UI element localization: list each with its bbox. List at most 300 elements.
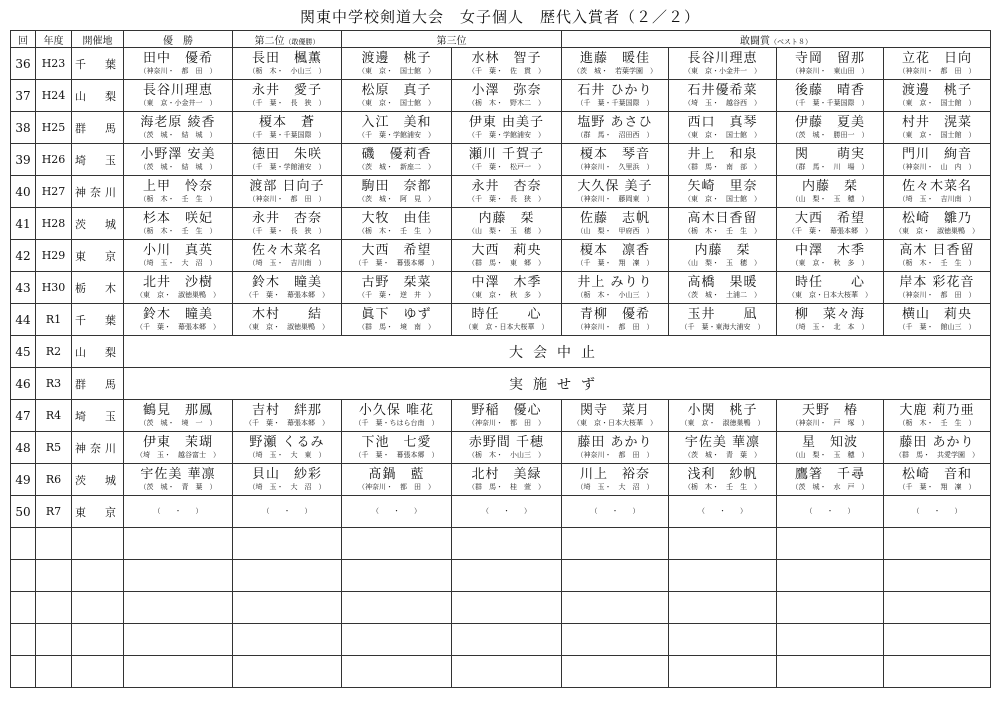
awardee-cell (884, 48, 991, 80)
awardee-affiliation: （栃 木・ 壬 生 ） (898, 419, 976, 427)
empty-cell (777, 656, 884, 688)
table-row (11, 432, 991, 464)
awardee-cell (562, 208, 669, 240)
venue-cell: 千 葉 (72, 48, 124, 80)
round-cell: 48 (11, 432, 36, 464)
awardee-cell (342, 464, 452, 496)
awardee-name: 永井 杏奈 (251, 211, 322, 226)
awardee-name: 小野澤 安美 (140, 147, 216, 162)
awardee-cell (562, 400, 669, 432)
awardee-affiliation: （栃 木・ 小山三 ） (468, 451, 545, 459)
awardee-affiliation: （千 葉・ 幕張本郷 ） (354, 259, 439, 267)
awardee-name: 渡邊 桃子 (901, 83, 972, 98)
table-row (11, 464, 991, 496)
awardee-cell (669, 80, 777, 112)
awardee-cell (669, 400, 777, 432)
awardee-name: 駒田 奈都 (361, 179, 432, 194)
awardee-name: 大牧 由佳 (361, 211, 432, 226)
table-row (11, 304, 991, 336)
awardee-affiliation: （千 葉・ 長 狭 ） (248, 227, 326, 235)
awardee-affiliation: （千 葉・ 幕張本郷 ） (788, 227, 872, 235)
venue-cell: 茨 城 (72, 208, 124, 240)
header-num: 回 (11, 31, 36, 48)
awardee-name: 川上 裕奈 (579, 467, 650, 482)
awardee-cell (233, 432, 342, 464)
empty-cell (884, 528, 991, 560)
awardee-name: 北村 美緑 (471, 467, 542, 482)
awardee-cell (124, 400, 233, 432)
empty-cell (884, 656, 991, 688)
empty-cell (669, 560, 777, 592)
awardee-cell (562, 240, 669, 272)
awardee-affiliation: （茨 城・ 若葉学園 ） (573, 67, 657, 75)
empty-cell (562, 560, 669, 592)
awardee-affiliation: （栃 木・ 壬 生 ） (898, 259, 976, 267)
awardee-affiliation: （神奈川・ 都 田 ） (576, 451, 654, 459)
awardee-cell (562, 112, 669, 144)
awardee-affiliation: （茨 城・ 境 一 ） (139, 419, 217, 427)
empty-cell (36, 528, 72, 560)
awardee-affiliation: （埼 玉・ 大 沼 ） (576, 483, 654, 491)
awardee-affiliation: （千 葉・千葉国際 ） (248, 131, 326, 139)
empty-cell (124, 560, 233, 592)
awardee-cell (452, 80, 562, 112)
awardee-name: 中澤 木季 (471, 275, 542, 290)
awardee-cell (233, 400, 342, 432)
awardee-cell (233, 176, 342, 208)
round-cell: 49 (11, 464, 36, 496)
awardee-name: 進藤 暖佳 (579, 51, 650, 66)
year-cell: R4 (36, 400, 72, 432)
header-fighting-label: 敢闘賞 (740, 35, 770, 47)
awardee-affiliation: （埼 玉・ 大 東 ） (248, 451, 326, 459)
awardee-affiliation: （東 京・ 淑徳巣鴨 ） (245, 323, 329, 331)
awardee-affiliation: （東 京・ 国士館 ） (684, 131, 761, 139)
awardee-affiliation: （神奈川・ 都 田 ） (248, 195, 326, 203)
awardee-affiliation: （東 京・日本大桜華 ） (573, 419, 657, 427)
empty-cell (452, 528, 562, 560)
awardee-name: 田中 優希 (142, 51, 213, 66)
awardee-cell (452, 464, 562, 496)
awardee-name: 小川 真英 (142, 243, 213, 258)
round-cell: 39 (11, 144, 36, 176)
awardee-name: 浅利 紗帆 (687, 467, 758, 482)
round-cell: 41 (11, 208, 36, 240)
awardee-cell (777, 240, 884, 272)
awardee-cell (124, 496, 233, 528)
awardee-name: 大鹿 莉乃亜 (899, 403, 975, 418)
awardee-affiliation: （東 京・ 淑徳巣鴨 ） (136, 291, 220, 299)
awardee-affiliation: （神奈川・ 都 田 ） (898, 67, 976, 75)
awardee-cell (669, 496, 777, 528)
awardee-affiliation: （栃 木・ 小山三 ） (248, 67, 326, 75)
awardee-name: 門川 絢音 (901, 147, 972, 162)
awardee-name: 鈴木 瞳美 (142, 307, 213, 322)
awardee-name: 小澤 弥奈 (471, 83, 542, 98)
empty-cell (452, 656, 562, 688)
awardee-name: 鶴見 那鳳 (142, 403, 213, 418)
awardee-name: 後藤 晴香 (794, 83, 865, 98)
awardee-affiliation: （群 馬・ 川 場 ） (791, 163, 869, 171)
awardee-name: 高橋 果暖 (687, 275, 758, 290)
empty-cell (233, 528, 342, 560)
awardee-cell (452, 496, 562, 528)
awardee-name: 眞下 ゆず (361, 307, 432, 322)
awardee-cell (669, 304, 777, 336)
awardee-name: 長谷川理恵 (142, 83, 213, 98)
awardee-affiliation: （神奈川・ 都 田 ） (576, 323, 654, 331)
year-cell: H29 (36, 240, 72, 272)
awardee-cell (562, 464, 669, 496)
awardee-affiliation: （山 梨・ 玉 穂 ） (791, 451, 869, 459)
awardee-cell (777, 48, 884, 80)
awardee-cell (669, 464, 777, 496)
empty-row (11, 560, 991, 592)
round-cell: 42 (11, 240, 36, 272)
table-row (11, 240, 991, 272)
awardee-name: 渡邊 桃子 (361, 51, 432, 66)
awardee-name: 渡部 日向子 (249, 179, 325, 194)
awardee-name: 高木日香留 (687, 211, 758, 226)
awardee-affiliation: （千 葉・ 佐 貫 ） (468, 67, 545, 75)
awardee-cell (562, 496, 669, 528)
year-cell: R5 (36, 432, 72, 464)
awardee-name: 内藤 栞 (478, 211, 535, 226)
awardee-affiliation: （ ・ ） (482, 507, 531, 515)
awardee-cell (669, 272, 777, 304)
awardee-cell (884, 80, 991, 112)
awardee-name: 磯 優莉香 (361, 147, 432, 162)
awardee-cell (777, 176, 884, 208)
awardee-cell (562, 304, 669, 336)
awardee-affiliation: （千 葉・ 松戸一 ） (468, 163, 545, 171)
awardee-affiliation: （東 京・日本大桜華 ） (464, 323, 549, 331)
awardee-affiliation: （神奈川・ 久里浜 ） (576, 163, 654, 171)
awardee-affiliation: （茨 城・ 結 城 ） (139, 131, 217, 139)
awardee-affiliation: （ ・ ） (805, 507, 855, 515)
awardee-affiliation: （千 葉・千葉国際 ） (576, 99, 654, 107)
awardee-affiliation: （東 京・ 国士館 ） (358, 67, 435, 75)
awardee-affiliation: （千 葉・学館浦安 ） (358, 131, 435, 139)
table-row (11, 208, 991, 240)
awardee-name: 星 知波 (801, 435, 858, 450)
table-row (11, 176, 991, 208)
awardee-affiliation: （ ・ ） (153, 507, 203, 515)
awardee-affiliation: （栃 木・ 壬 生 ） (684, 227, 761, 235)
awardee-affiliation: （茨 城・ 青 葉 ） (139, 483, 217, 491)
year-cell: H24 (36, 80, 72, 112)
venue-cell: 神奈川 (72, 432, 124, 464)
header-second-note: （敢優勝） (284, 37, 320, 46)
empty-cell (11, 624, 36, 656)
awardee-name: 大西 希望 (794, 211, 865, 226)
awardee-cell (884, 496, 991, 528)
awardee-affiliation: （茨 城・ 土浦二 ） (684, 291, 761, 299)
awardee-name: 内藤 栞 (801, 179, 858, 194)
awardee-name: 矢崎 里奈 (687, 179, 758, 194)
awardee-affiliation: （神奈川・ 山 内 ） (898, 163, 976, 171)
awardee-name: 藤田 あかり (899, 435, 975, 450)
header-fighting-note: （ベスト８） (770, 37, 812, 46)
awardee-name: 吉村 絆那 (251, 403, 322, 418)
awardee-name: 榎本 凛香 (579, 243, 650, 258)
awardee-name: 寺岡 留那 (794, 51, 865, 66)
awardee-affiliation: （東 京・ 国士館 ） (898, 99, 976, 107)
awardee-affiliation: （群 馬・ 境 南 ） (358, 323, 435, 331)
awardee-affiliation: （茨 城・ 水 戸 ） (791, 483, 869, 491)
empty-cell (562, 528, 669, 560)
awardee-cell (342, 272, 452, 304)
empty-row (11, 592, 991, 624)
awardee-cell (124, 112, 233, 144)
venue-cell: 群 馬 (72, 368, 124, 400)
year-cell: R6 (36, 464, 72, 496)
table-row (11, 80, 991, 112)
awardee-name: 青柳 優希 (579, 307, 650, 322)
awardee-name: 天野 椿 (801, 403, 858, 418)
awardee-name: 玉井 凪 (687, 307, 758, 322)
awardee-cell (124, 272, 233, 304)
awardee-cell (669, 176, 777, 208)
empty-cell (884, 560, 991, 592)
awardee-cell (342, 208, 452, 240)
awardee-name: 高木 日香留 (899, 243, 975, 258)
awardee-affiliation: （埼 玉・ 越谷富士 ） (136, 451, 220, 459)
awardee-name: 佐々木菜名 (901, 179, 972, 194)
venue-cell: 茨 城 (72, 464, 124, 496)
awardee-cell (233, 208, 342, 240)
empty-cell (452, 624, 562, 656)
awardee-cell (669, 144, 777, 176)
awardee-affiliation: （埼 玉・ 大 沼 ） (248, 483, 326, 491)
awardee-cell (342, 176, 452, 208)
awardee-name: 鷹箸 千尋 (794, 467, 865, 482)
awardee-name: 中澤 木季 (794, 243, 865, 258)
awardee-affiliation: （ ・ ） (698, 507, 747, 515)
empty-cell (233, 656, 342, 688)
awardee-name: 立花 日向 (901, 51, 972, 66)
awardee-affiliation: （茨 城・ 新座二 ） (358, 163, 435, 171)
awardee-cell (342, 496, 452, 528)
awardee-cell (452, 112, 562, 144)
awardee-cell (884, 400, 991, 432)
year-cell: H28 (36, 208, 72, 240)
awardee-cell (669, 48, 777, 80)
empty-cell (233, 592, 342, 624)
awardee-affiliation: （東 京・日本大桜華 ） (788, 291, 872, 299)
awardee-cell (777, 80, 884, 112)
venue-cell: 東 京 (72, 240, 124, 272)
table-row (11, 112, 991, 144)
awardee-affiliation: （埼 玉・ 大 沼 ） (139, 259, 217, 267)
empty-cell (233, 624, 342, 656)
awardee-cell (777, 272, 884, 304)
awardee-name: 関寺 菜月 (579, 403, 650, 418)
awardee-name: 木村 結 (251, 307, 322, 322)
awardee-name: 岸本 彩花音 (899, 275, 975, 290)
awardee-cell (452, 304, 562, 336)
awardee-affiliation: （栃 木・ 小山三 ） (576, 291, 654, 299)
awardee-affiliation: （栃 木・ 壬 生 ） (358, 227, 435, 235)
awardee-cell (452, 176, 562, 208)
notice-cell: 大会中止 (124, 336, 991, 368)
empty-cell (124, 528, 233, 560)
awardee-cell (884, 240, 991, 272)
awardee-name: 永井 愛子 (251, 83, 322, 98)
awardee-cell (562, 144, 669, 176)
awardee-affiliation: （千 葉・ 幕張本郷 ） (245, 419, 329, 427)
awardee-affiliation: （東 京・ 国士館 ） (358, 99, 435, 107)
empty-cell (562, 656, 669, 688)
empty-cell (342, 592, 452, 624)
header-third: 第三位 (342, 31, 562, 48)
awardee-name: 佐藤 志帆 (579, 211, 650, 226)
awardee-name: 横山 莉央 (901, 307, 972, 322)
awardee-name: 石井 ひかり (577, 83, 653, 98)
awardee-cell (777, 304, 884, 336)
awardee-cell (124, 48, 233, 80)
awardee-affiliation: （神奈川・ 都 田 ） (468, 419, 545, 427)
awardee-cell (777, 144, 884, 176)
awardee-cell (124, 464, 233, 496)
awardee-affiliation: （山 梨・ 玉 穂 ） (684, 259, 761, 267)
awardee-name: 伊藤 夏美 (794, 115, 865, 130)
awardee-cell (669, 112, 777, 144)
empty-cell (777, 560, 884, 592)
venue-cell: 群 馬 (72, 112, 124, 144)
venue-cell: 埼 玉 (72, 144, 124, 176)
empty-cell (669, 656, 777, 688)
awardee-affiliation: （東 京・ 淑徳巣鴨 ） (895, 227, 979, 235)
awardee-cell (342, 144, 452, 176)
awardee-affiliation: （千 葉・ 翔 凜 ） (576, 259, 654, 267)
empty-cell (11, 592, 36, 624)
year-cell: R3 (36, 368, 72, 400)
awardee-name: 小久保 唯花 (358, 403, 435, 418)
awardee-name: 柳 菜々海 (794, 307, 865, 322)
awardee-name: 大西 莉央 (471, 243, 542, 258)
empty-cell (342, 624, 452, 656)
awardee-name: 赤野間 千穂 (468, 435, 545, 450)
awardee-cell (233, 48, 342, 80)
empty-cell (11, 656, 36, 688)
empty-cell (11, 560, 36, 592)
awardee-name: 鈴木 瞳美 (251, 275, 322, 290)
awardee-cell (562, 272, 669, 304)
awardee-cell (452, 240, 562, 272)
header-second (233, 31, 342, 48)
awardee-affiliation: （東 京・小金井一 ） (684, 67, 761, 75)
awardee-affiliation: （神奈川・ 戸 塚 ） (791, 419, 869, 427)
awardee-name: 松崎 雛乃 (901, 211, 972, 226)
awardee-name: 貝山 紗彩 (251, 467, 322, 482)
venue-cell: 埼 玉 (72, 400, 124, 432)
awardee-affiliation: （東 京・ 国士館 ） (684, 195, 761, 203)
awardee-affiliation: （ ・ ） (912, 507, 962, 515)
awardee-name: 入江 美和 (361, 115, 432, 130)
awardee-name: 榎本 琴音 (579, 147, 650, 162)
awardee-name: 関 萌実 (794, 147, 865, 162)
empty-cell (233, 560, 342, 592)
awardee-name: 村井 滉菜 (901, 115, 972, 130)
awardee-cell (777, 112, 884, 144)
awardee-cell (452, 432, 562, 464)
year-cell: H25 (36, 112, 72, 144)
awardee-cell (562, 176, 669, 208)
awardee-affiliation: （千 葉・ 長 狭 ） (248, 99, 326, 107)
round-cell: 37 (11, 80, 36, 112)
empty-cell (884, 624, 991, 656)
awardee-cell (342, 432, 452, 464)
awardee-name: 水林 智子 (471, 51, 542, 66)
empty-cell (72, 592, 124, 624)
year-cell: H26 (36, 144, 72, 176)
round-cell: 38 (11, 112, 36, 144)
awardee-affiliation: （茨 城・ 青 葉 ） (684, 451, 761, 459)
awardee-cell (884, 464, 991, 496)
round-cell: 46 (11, 368, 36, 400)
empty-cell (72, 528, 124, 560)
awardee-name: 伊東 由美子 (468, 115, 545, 130)
awardee-cell (342, 400, 452, 432)
table-row (11, 368, 991, 400)
awardee-cell (562, 80, 669, 112)
header-year: 年度 (36, 31, 72, 48)
year-cell: R1 (36, 304, 72, 336)
round-cell: 43 (11, 272, 36, 304)
awardee-name: 伊東 茉瑚 (142, 435, 213, 450)
empty-cell (562, 624, 669, 656)
awardee-affiliation: （栃 木・ 壬 生 ） (684, 483, 761, 491)
awardee-name: 永井 杏奈 (471, 179, 542, 194)
table-row (11, 400, 991, 432)
empty-cell (777, 624, 884, 656)
awardee-affiliation: （千 葉・学館浦安 ） (468, 131, 545, 139)
awardee-affiliation: （神奈川・ 東山田 ） (791, 67, 869, 75)
awardee-cell (669, 432, 777, 464)
awardee-name: 野稲 優心 (471, 403, 542, 418)
awardee-affiliation: （千 葉・ 逆 井 ） (358, 291, 435, 299)
empty-cell (562, 592, 669, 624)
venue-cell: 山 梨 (72, 336, 124, 368)
notice-cell: 実施せず (124, 368, 991, 400)
awardee-name: 小関 桃子 (687, 403, 758, 418)
awardee-affiliation: （東 京・ 淑徳巣鴨 ） (680, 419, 765, 427)
awardee-name: 古野 栞菜 (361, 275, 432, 290)
awardee-name: 松原 真子 (361, 83, 432, 98)
awardee-cell (233, 80, 342, 112)
empty-cell (124, 592, 233, 624)
awardee-name: 藤田 あかり (577, 435, 653, 450)
awardee-name: 野瀬 くるみ (249, 435, 325, 450)
awardee-cell (884, 144, 991, 176)
awardee-affiliation: （栃 木・ 壬 生 ） (139, 227, 217, 235)
awardee-affiliation: （千 葉・千葉国際 ） (791, 99, 869, 107)
awardee-cell (669, 240, 777, 272)
awardee-cell (777, 432, 884, 464)
awardee-affiliation: （群 馬・ 東 郷 ） (468, 259, 545, 267)
awardee-affiliation: （ ・ ） (262, 507, 312, 515)
empty-cell (36, 592, 72, 624)
empty-cell (669, 528, 777, 560)
awardee-name: 佐々木菜名 (251, 243, 322, 258)
awardee-cell (342, 240, 452, 272)
year-cell: R2 (36, 336, 72, 368)
awardee-cell (124, 208, 233, 240)
table-row (11, 496, 991, 528)
awardee-name: 宇佐美 華凛 (140, 467, 216, 482)
empty-cell (36, 624, 72, 656)
